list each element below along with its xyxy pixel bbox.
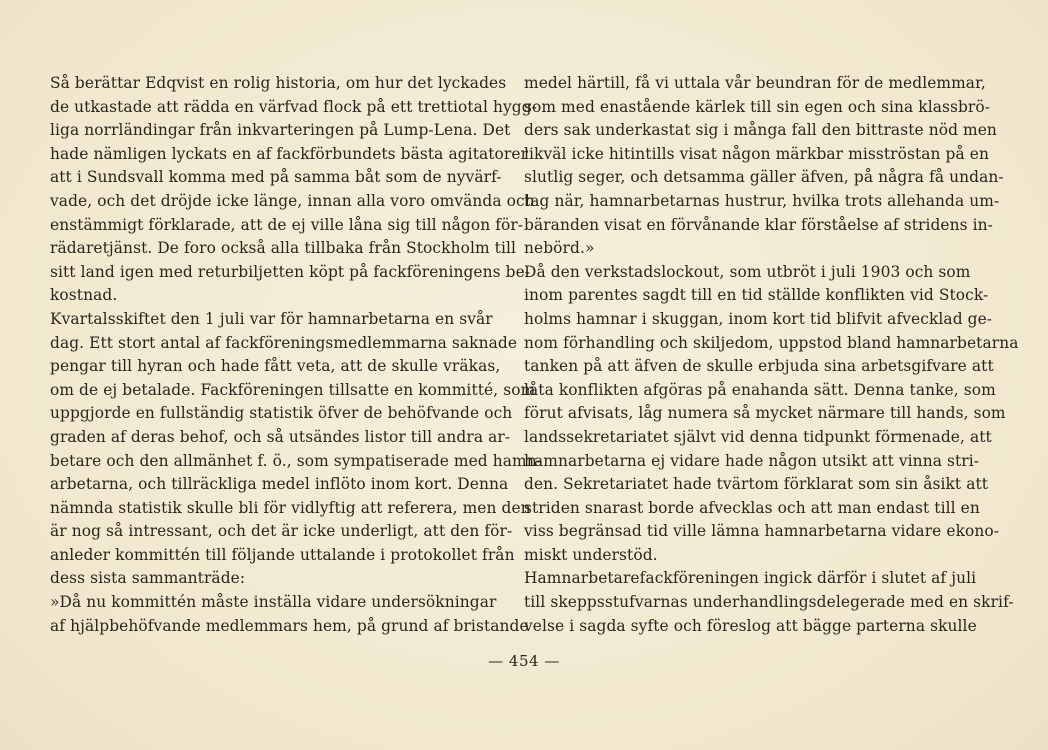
text-line: velse i sagda syfte och föreslog att bägge parterna skulle [524,616,977,635]
text-line: dag. Ett stort antal af fackföreningsmedlemmarna saknade [50,333,518,352]
text-line: om de ej betalade. Fackföreningen tillsatte en kommitté, som [50,380,536,399]
text-line: den. Sekretariatet hade tvärtom förklarat som sin åsikt att [524,475,989,494]
text-line: liga norrländingar från inkvarteringen på Lump-Lena. Det [50,121,511,140]
text-line: sitt land igen med returbiljetten köpt på fackföreningens be- [50,262,531,281]
right-text-column [524,72,1019,638]
text-line: viss begränsad tid ville lämna hamnarbetarna vidare ekono- [524,522,1000,541]
text-line: hade nämligen lyckats en af fackförbundets bästa agitatorer [50,144,529,163]
text-line: Så berättar Edqvist en rolig historia, om hur det lyckades [50,74,507,92]
text-line: kostnad. [50,286,118,305]
text-line: striden snarast borde afvecklas och att man endast till en [524,498,980,517]
text-line: pengar till hyran och hade fått veta, att de skulle vräkas, [50,357,501,376]
text-line: rädaretjänst. De foro också alla tillbaka från Stockholm till [50,239,517,258]
text-line: förut afvisats, låg numera så mycket närmare till hands, som [524,404,1006,423]
text-line: att i Sundsvall komma med på samma båt som de nyvärf- [50,168,502,187]
text-line: Då den verkstadslockout, som utbröt i juli 1903 och som [524,262,971,281]
text-line: nebörd.» [524,239,595,258]
text-line: låta konflikten afgöras på enahanda sätt. Denna tanke, som [524,380,996,399]
text-line: till skeppsstufvarnas underhandlingsdelegerade med en skrif- [524,593,1014,612]
text-line: arbetarna, och tillräckliga medel inflöto inom kort. Denna [50,475,509,494]
text-line: slutlig seger, och detsamma gäller äfven, på några få undan- [524,168,1004,187]
text-line: tanken på att äfven de skulle erbjuda sina arbetsgifvare att [524,357,994,376]
text-line: landssekretariatet självt vid denna tidpunkt förmenade, att [524,427,992,446]
text-line: miskt understöd. [524,545,658,564]
page-number: — 454 — [488,652,560,670]
text-line: af hjälpbehöfvande medlemmars hem, på grund af bristande [50,616,529,635]
text-line: »Då nu kommittén måste inställa vidare undersökningar [50,593,497,612]
text-line: nom förhandling och skiljedom, uppstod bland hamnarbetarna [524,333,1019,352]
text-line: uppgjorde en fullständig statistik öfver de behöfvande och [50,404,513,423]
text-line: som med enastående kärlek till sin egen och sina klassbrö- [524,97,991,116]
text-line: nämnda statistik skulle bli för vidlyftig att referera, men den [50,498,531,517]
text-line: ders sak underkastat sig i många fall den bittraste nöd men [524,121,997,140]
text-line: dess sista sammanträde: [50,569,246,588]
text-line: de utkastade att rädda en värfvad flock på ett trettiotal hygg- [50,97,537,116]
text-line: Hamnarbetarefackföreningen ingick därför i slutet af juli [524,569,977,588]
text-line: Kvartalsskiftet den 1 juli var för hamnarbetarna en svår [50,309,493,328]
text-line: hamnarbetarna ej vidare hade någon utsikt att vinna stri- [524,451,980,470]
text-line: vade, och det dröjde icke länge, innan alla voro omvända och [50,191,535,210]
text-line: inom parentes sagdt till en tid ställde konflikten vid Stock- [524,286,989,305]
text-line: bäranden visat en förvånande klar förståelse af stridens in- [524,215,993,234]
text-line: holms hamnar i skuggan, inom kort tid blifvit afvecklad ge- [524,309,993,328]
text-line: likväl icke hitintills visat någon märkbar misströstan på en [524,144,989,163]
text-line: betare och den allmänhet f. ö., som sympatiserade med hamn- [50,451,543,470]
text-line: är nog så intressant, och det är icke underligt, att den för- [50,522,513,541]
text-line: graden af deras behof, och så utsändes listor till andra ar- [50,427,511,446]
text-line: enstämmigt förklarade, att de ej ville låna sig till någon för- [50,215,524,234]
text-line: anleder kommittén till följande uttalande i protokollet från [50,545,515,564]
text-line: tag när, hamnarbetarnas hustrur, hvilka trots allehanda um- [524,191,1000,210]
left-text-column [50,72,543,638]
text-line: medel härtill, få vi uttala vår beundran för de medlemmar, [524,74,986,92]
